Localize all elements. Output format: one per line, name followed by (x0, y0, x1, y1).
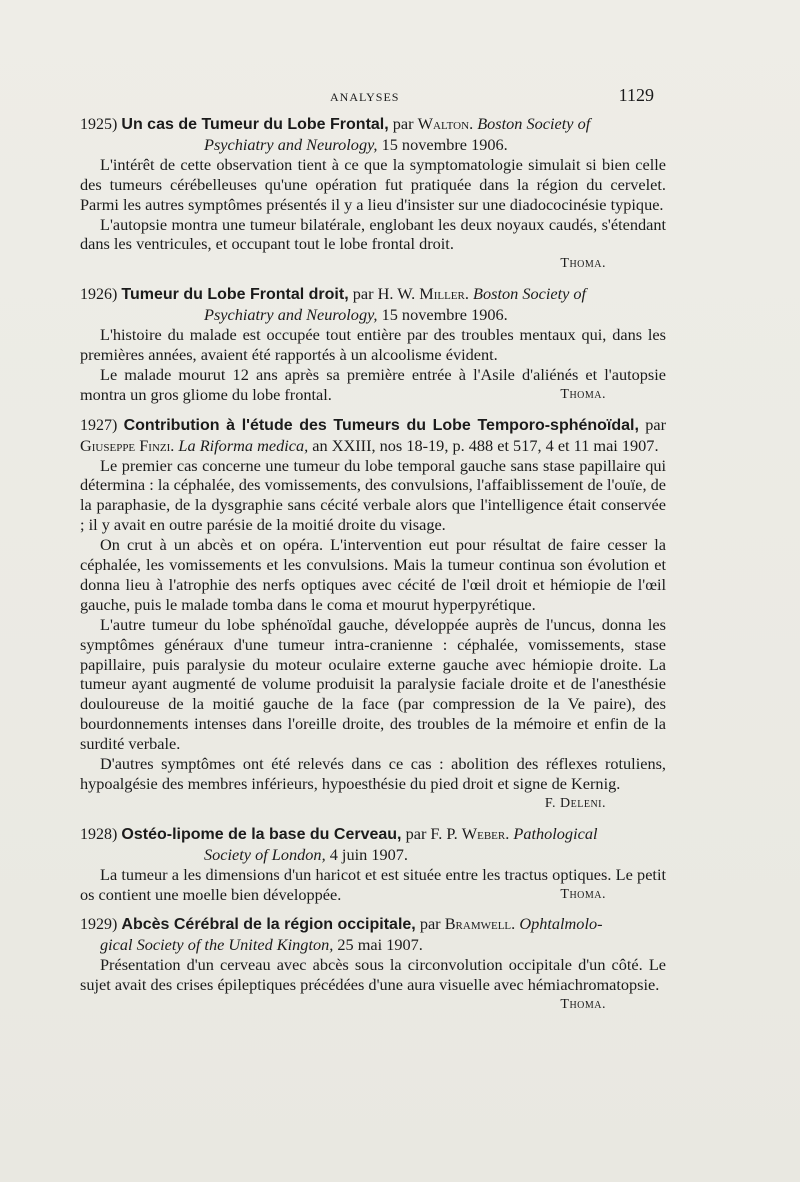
paragraph-with-signature (80, 365, 666, 405)
entry-by: par (645, 414, 666, 434)
entry-author: Weber. (461, 823, 510, 843)
entry-heading (80, 914, 666, 955)
entry-heading (80, 284, 666, 325)
reviewer-signature: Thoma. (560, 997, 606, 1013)
entry-author: Bramwell. (444, 914, 516, 934)
page-number: 1129 (618, 85, 654, 105)
entry-number: 1928) (80, 825, 118, 843)
entry-journal: La Riforma medica, (178, 435, 309, 455)
paragraph-with-signature (80, 865, 666, 905)
reviewer-signature: Thoma. (560, 886, 606, 902)
entry-title: Tumeur du Lobe Frontal droit, (121, 286, 349, 304)
paragraph-text: Le malade mourut 12 ans après sa première entrée à l'Asile d'aliénés et l'autopsie montra un gros gliome du lobe frontal. (80, 364, 666, 404)
entry-title: Contribution à l'étude des Tumeurs du Lobe Temporo-sphénoïdal, (123, 416, 639, 434)
paragraph: Le premier cas concerne une tumeur du lobe temporal gauche sans stase papillaire qui détermina : la céphalée, des vomissements, des convulsions, l'affaiblissement de l'ouïe, de la paraphasie, de la dysgraphie sans cécité verbale alors que l'intelligence était conservée ; il y avait en outre parésie de la moitié droite du visage. (80, 455, 666, 535)
entry-title: Abcès Cérébral de la région occipitale, (121, 916, 416, 934)
entry-journal: Boston Society of (473, 284, 587, 304)
reviewer-signature: F. Deleni. (544, 795, 606, 811)
entry-date: 15 novembre 1906. (381, 134, 508, 154)
entry-journal-cont: Society of London, (204, 844, 326, 864)
entry-heading (80, 824, 666, 865)
entry-by: par H. W. (352, 284, 416, 304)
text-column (80, 86, 666, 1025)
paragraph: On crut à un abcès et on opéra. L'intervention eut pour résultat de faire cesser la céphalée, les vomissements et les convulsions. Mais la tumeur continua son évolution et donna lieu à l'atrophie des nerfs optiques avec cécité de l'œil droit et hémiopie de l'œil gauche, puis le malade tomba dans le coma et mourut hyperpyrétique. (80, 535, 666, 614)
entry-date: 25 mai 1907. (337, 935, 423, 955)
entry-heading (80, 415, 666, 456)
entry-journal: Pathological (513, 823, 598, 843)
abstract-1928 (80, 824, 666, 905)
entry-number: 1925) (80, 116, 118, 133)
running-header (80, 86, 666, 108)
entry-by: par (419, 914, 441, 934)
entry-date: 4 juin 1907. (329, 844, 408, 864)
entry-author: Miller. (419, 284, 469, 304)
entry-title: Un cas de Tumeur du Lobe Frontal, (121, 116, 389, 133)
entry-number: 1927) (80, 416, 118, 434)
entry-journal: Boston Society of (477, 114, 591, 133)
paragraph: L'intérêt de cette observation tient à ce que la symptomatologie simulait si bien celle des tumeurs cérébelleuses qu'une opération fut pratiquée dans la région du cervelet. Parmi les autres symptômes présentés il y a lieu d'insister sur une diadococinésie typique. (80, 154, 666, 214)
entry-heading (80, 114, 666, 155)
entry-date: 15 novembre 1906. (381, 305, 508, 325)
paragraph-text: La tumeur a les dimensions d'un haricot et est située entre les tractus optiques. Le petit os contient une moelle bien développée. (80, 864, 666, 904)
abstract-1927 (80, 415, 666, 814)
entry-journal-cont: gical Society of the United Kington, (100, 935, 334, 955)
abstract-1925 (80, 114, 666, 274)
paragraph-with-signature (80, 955, 666, 1015)
paragraph: L'histoire du malade est occupée tout entière par des troubles mentaux qui, dans les premières années, avaient été rapportés à un alcoolisme évident. (80, 325, 666, 364)
entry-title: Ostéo-lipome de la base du Cerveau, (121, 825, 402, 843)
running-title: ANALYSES (330, 90, 400, 104)
paragraph: D'autres symptômes ont été relevés dans ce cas : abolition des réflexes rotuliens, hypoalgésie des membres inférieurs, hypoesthésie du pied droit et signe de Kernig. (80, 754, 666, 793)
entry-journal: Ophtalmolo- (519, 914, 603, 934)
abstract-1929 (80, 914, 666, 1015)
reviewer-signature: Thoma. (560, 386, 606, 402)
entry-number: 1926) (80, 286, 118, 304)
entry-journal-cont: Psychiatry and Neurology, (204, 134, 378, 154)
paragraph: L'autopsie montra une tumeur bilatérale, englobant les deux noyaux caudés, s'étendant dans les ventricules, et occupant tout le lobe frontal droit. (80, 214, 666, 254)
entry-by: par (392, 114, 414, 133)
entry-author: Giuseppe Finzi. (80, 435, 175, 455)
reviewer-signature: Thoma. (560, 256, 606, 272)
entry-number: 1929) (80, 916, 118, 934)
entry-author: Walton. (417, 114, 474, 133)
entry-citation: an XXIII, nos 18-19, p. 488 et 517, 4 et 11 mai 1907. (312, 435, 659, 455)
abstract-1926 (80, 284, 666, 404)
entry-by: par F. P. (405, 823, 458, 843)
entry-journal-cont: Psychiatry and Neurology, (204, 305, 378, 325)
paragraph: L'autre tumeur du lobe sphénoïdal gauche, développée auprès de l'uncus, donna les symptômes généraux d'une tumeur intra-cranienne : céphalée, vomissements, stase papillaire, puis paralysie du moteur oculaire externe gauche avec hémiopie droite. La tumeur ayant augmenté de volume produisit la paralysie faciale droite et de l'anesthésie douloureuse de la moitié gauche de la face (par compression de la Ve paire), des bourdonnements intenses dans l'oreille droite, des troubles de la mémoire et enfin de la surdité verbale. (80, 614, 666, 754)
paragraph-text: Présentation d'un cerveau avec abcès sous la circonvolution occipitale d'un côté. Le sujet avait des crises épileptiques précédées d'une aura visuelle avec hémiachromatopsie. (80, 955, 666, 995)
